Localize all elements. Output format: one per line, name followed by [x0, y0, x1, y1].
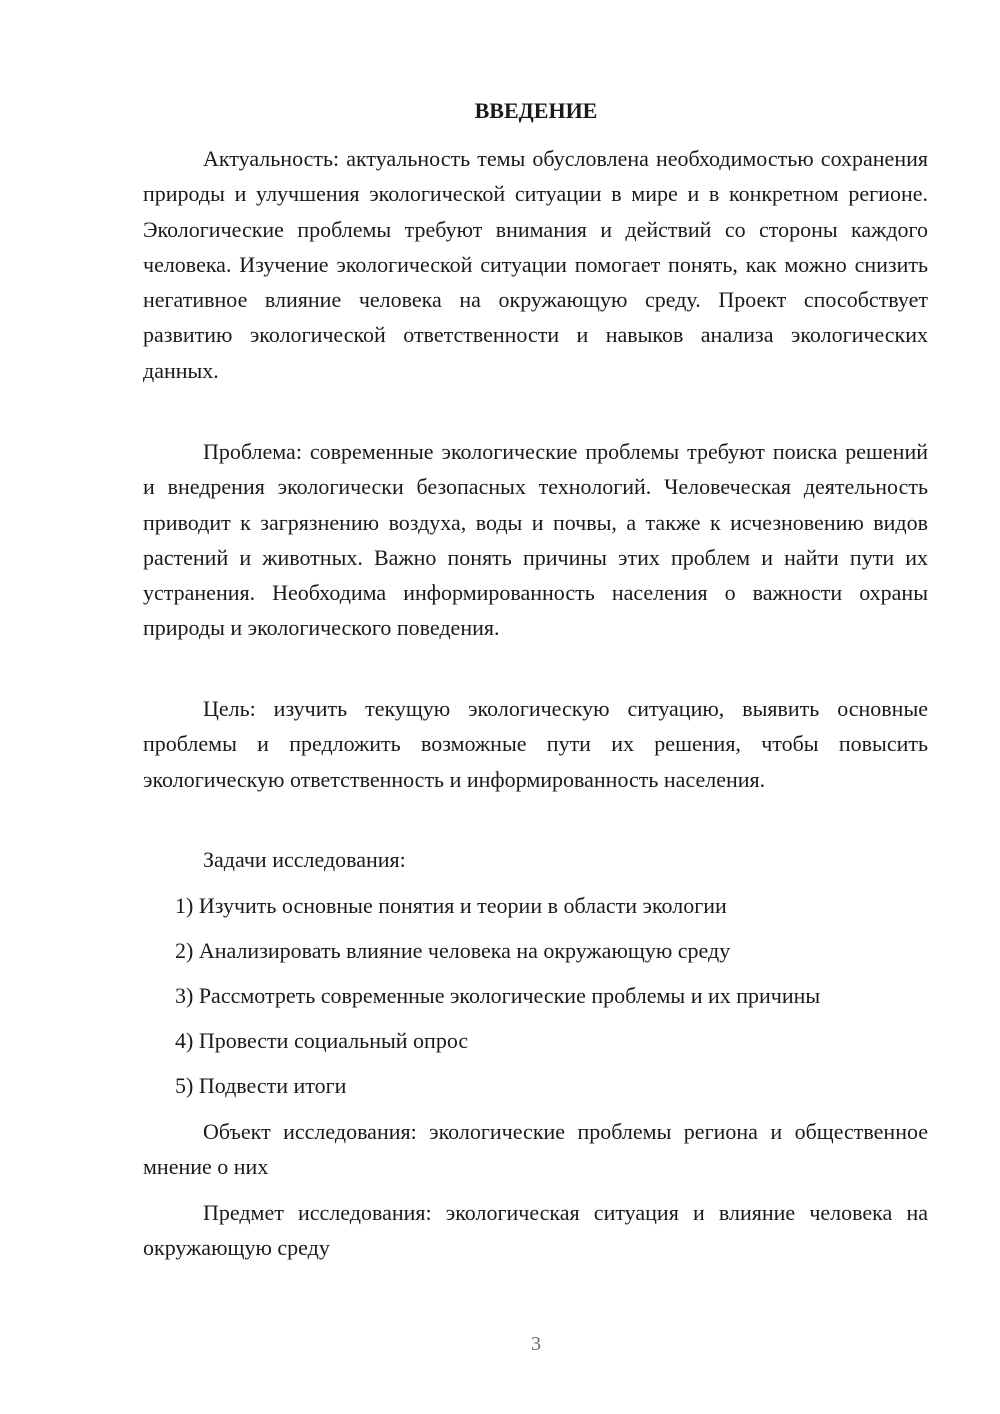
goal-paragraph-block — [143, 691, 928, 797]
subject-paragraph: Предмет исследования: экологическая ситуация и влияние человека на окружающую среду — [143, 1200, 928, 1261]
relevance-paragraph: Актуальность: актуальность темы обусловлена необходимостью сохранения природы и улучшения экологической ситуации в мире и в конкретном регионе. Экологические проблемы требуют внимания и действий со стороны каждого человека. Изучение экологической ситуации помогает понять, как можно снизить негативное влияние человека на окружающую среду. Проект способствует развитию экологической ответственности и навыков анализа экологических данных. — [143, 146, 928, 383]
task-1-block — [143, 888, 928, 923]
task-2-block — [143, 933, 928, 968]
object-paragraph-block — [143, 1114, 928, 1185]
task-5-block — [143, 1068, 928, 1103]
task-4-block — [143, 1023, 928, 1058]
problem-paragraph-block — [143, 434, 928, 646]
list-item: 2) Анализировать влияние человека на окружающую среду — [175, 938, 731, 963]
page-title: ВВЕДЕНИЕ — [474, 98, 598, 123]
subject-paragraph-block — [143, 1195, 928, 1266]
list-item: 3) Рассмотреть современные экологические проблемы и их причины — [175, 983, 821, 1008]
tasks-title-block — [143, 842, 928, 877]
list-item: 4) Провести социальный опрос — [175, 1028, 469, 1053]
page-number: 3 — [531, 1333, 541, 1355]
problem-paragraph: Проблема: современные экологические проблемы требуют поиска решений и внедрения экологически безопасных технологий. Человеческая деятельность приводит к загрязнению воздуха, воды и почвы, а также к исчезновению видов растений и животных. Важно понять причины этих проблем и найти пути их устранения. Необходима информированность населения о важности охраны природы и экологического поведения. — [143, 439, 928, 641]
task-3-block — [143, 978, 928, 1013]
goal-paragraph: Цель: изучить текущую экологическую ситуацию, выявить основные проблемы и предложить возможные пути их решения, чтобы повысить экологическую ответственность и информированность населения. — [143, 696, 928, 792]
list-item: 5) Подвести итоги — [175, 1073, 347, 1098]
relevance-paragraph-block — [143, 141, 928, 388]
list-item: 1) Изучить основные понятия и теории в области экологии — [175, 893, 727, 918]
object-paragraph: Объект исследования: экологические проблемы региона и общественное мнение о них — [143, 1119, 928, 1180]
tasks-title: Задачи исследования: — [203, 847, 406, 872]
